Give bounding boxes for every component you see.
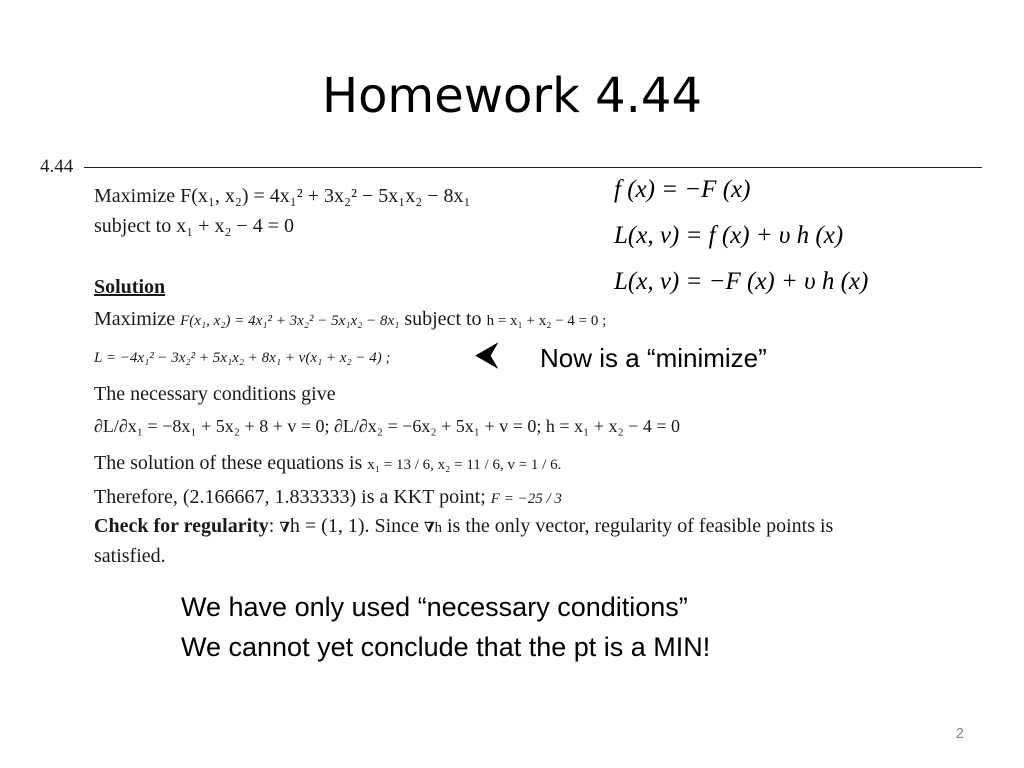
solution-heading: Solution bbox=[94, 276, 166, 298]
maximize-label: Maximize bbox=[94, 308, 176, 330]
solution-maximize-line bbox=[94, 308, 606, 331]
objective-value: F = −25 / 3 bbox=[490, 491, 562, 507]
page-number: 2 bbox=[955, 725, 964, 742]
solution-label: The solution of these equations is bbox=[94, 452, 363, 474]
gradient-icon: ∇ bbox=[279, 521, 290, 536]
partial-derivative-conditions: ∂L/∂x₁ = −8x₁ + 5x₂ + 8 + v = 0; ∂L/∂x₂ = −6x₂ + 5x₁ + v = 0; h = x₁ + x₂ − 4 = 0 bbox=[94, 416, 681, 436]
solution-values: x₁ = 13 / 6, x₂ = 11 / 6, v = 1 / 6. bbox=[367, 457, 562, 473]
equation-lagrangian-neg-F: L(x, ν) = −F (x) + υ h (x) bbox=[614, 268, 869, 295]
kkt-point-text: Therefore, (2.166667, 1.833333) is a KKT point; bbox=[94, 486, 486, 508]
problem-statement-line1: Maximize F(x₁, x₂) = 4x₁² + 3x₂² − 5x₁x₂ − 8x₁ bbox=[94, 185, 471, 207]
necessary-conditions-text: The necessary conditions give bbox=[94, 383, 336, 405]
constraint-expression: h = x₁ + x₂ − 4 = 0 ; bbox=[486, 313, 607, 329]
conclusion-line1: We have only used “necessary conditions” bbox=[181, 592, 688, 622]
problem-number: 4.44 bbox=[40, 156, 74, 177]
equation-lagrangian-f: L(x, ν) = f (x) + υ h (x) bbox=[614, 222, 844, 249]
subject-to-label: subject to bbox=[404, 308, 482, 330]
regularity-satisfied: satisfied. bbox=[94, 545, 166, 567]
gradient-icon-2: ∇ bbox=[423, 521, 435, 536]
divider-line bbox=[84, 167, 982, 168]
slide-title: Homework 4.44 bbox=[321, 68, 703, 124]
kkt-point-line bbox=[94, 486, 562, 509]
regularity-gradient: h = (1, 1). Since bbox=[289, 515, 419, 537]
minimize-note: Now is a “minimize” bbox=[540, 343, 767, 373]
equation-f-of-x: f (x) = −F (x) bbox=[614, 176, 751, 203]
regularity-statement: is the only vector, regularity of feasible points is bbox=[447, 515, 834, 537]
regularity-label: Check for regularity bbox=[94, 515, 269, 537]
solution-values-line bbox=[94, 452, 561, 475]
conclusion-line2: We cannot yet conclude that the pt is a MIN! bbox=[181, 632, 711, 662]
left-arrow-icon: ⮜ bbox=[476, 338, 498, 371]
problem-statement-line2: subject to x₁ + x₂ − 4 = 0 bbox=[94, 215, 294, 237]
regularity-line: Check for regularity: ∇h = (1, 1). Since ∇h is the only vector, regularity of feasible points is bbox=[94, 515, 834, 537]
maximize-expression: F(x₁, x₂) = 4x₁² + 3x₂² − 5x₁x₂ − 8x₁ bbox=[180, 313, 400, 329]
lagrangian-expression: L = −4x₁² − 3x₂² + 5x₁x₂ + 8x₁ + ν(x₁ + x₂ − 4) ; bbox=[94, 350, 391, 366]
